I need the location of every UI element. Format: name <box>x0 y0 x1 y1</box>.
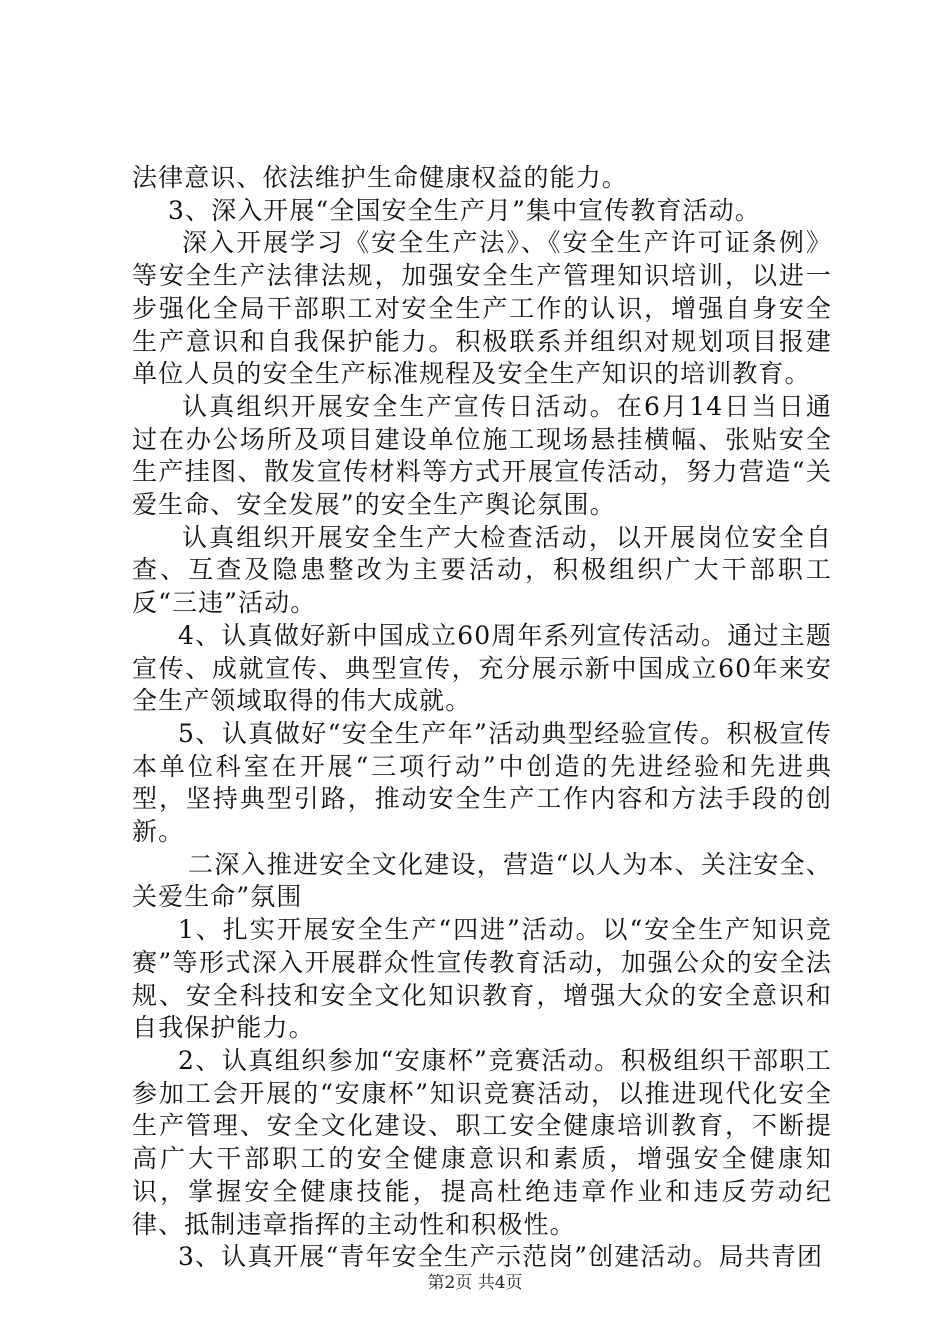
page-footer <box>0 1268 950 1293</box>
paragraph: 4、认真做好新中国成立60周年系列宣传活动。通过主题宣传、成就宣传、典型宣传，充分展示新中国成立60年来安全生产领域取得的伟大成就。 <box>132 620 832 716</box>
paragraph: 1、扎实开展安全生产“四进”活动。以“安全生产知识竞赛”等形式深入开展群众性宣传教育活动，加强公众的安全法规、安全科技和安全文化知识教育，增强大众的安全意识和自我保护能力。 <box>132 915 832 1043</box>
paragraph: 法律意识、依法维护生命健康权益的能力。 <box>132 163 628 192</box>
paragraph: 3、深入开展“全国安全生产月”集中宣传教育活动。 <box>168 195 761 225</box>
paragraph: 5、认真做好“安全生产年”活动典型经验宣传。积极宣传本单位科室在开展“三项行动”中创造的先进经验和先进典型，坚持典型引路，推动安全生产工作内容和方法手段的创新。 <box>132 718 832 847</box>
page-number: 第2页 共4页 <box>427 1273 523 1293</box>
document-body <box>132 162 832 1274</box>
paragraph: 认真组织开展安全生产大检查活动，以开展岗位安全自查、互查及隐患整改为主要活动，积极组织广大干部职工反“三违”活动。 <box>132 522 832 618</box>
paragraph: 3、认真开展“青年安全生产示范岗”创建活动。局共青团 <box>178 1242 824 1272</box>
paragraph: 2、认真组织参加“安康杯”竞赛活动。积极组织干部职工参加工会开展的“安康杯”知识竞赛活动，以推进现代化安全生产管理、安全文化建设、职工安全健康培训教育，不断提高广大干部职工的安全健康意识和素质，增强安全健康知识，掌握安全健康技能，提高杜绝违章作业和违反劳动纪律、抵制违章指挥的主动性和积极性。 <box>132 1045 832 1239</box>
section-heading: 二深入推进安全文化建设，营造“以人为本、关注安全、关爱生命”氛围 <box>132 849 832 912</box>
paragraph: 深入开展学习《安全生产法》、《安全生产许可证条例》等安全生产法律法规，加强安全生产管理知识培训，以进一步强化全局干部职工对安全生产工作的认识，增强自身安全生产意识和自我保护能力。积极联系并组织对规划项目报建单位人员的安全生产标准规程及安全生产知识的培训教育。 <box>132 228 832 389</box>
paragraph: 认真组织开展安全生产宣传日活动。在6月14日当日通过在办公场所及项目建设单位施工现场悬挂横幅、张贴安全生产挂图、散发宣传材料等方式开展宣传活动，努力营造“关爱生命、安全发展”的安全生产舆论氛围。 <box>132 391 832 520</box>
